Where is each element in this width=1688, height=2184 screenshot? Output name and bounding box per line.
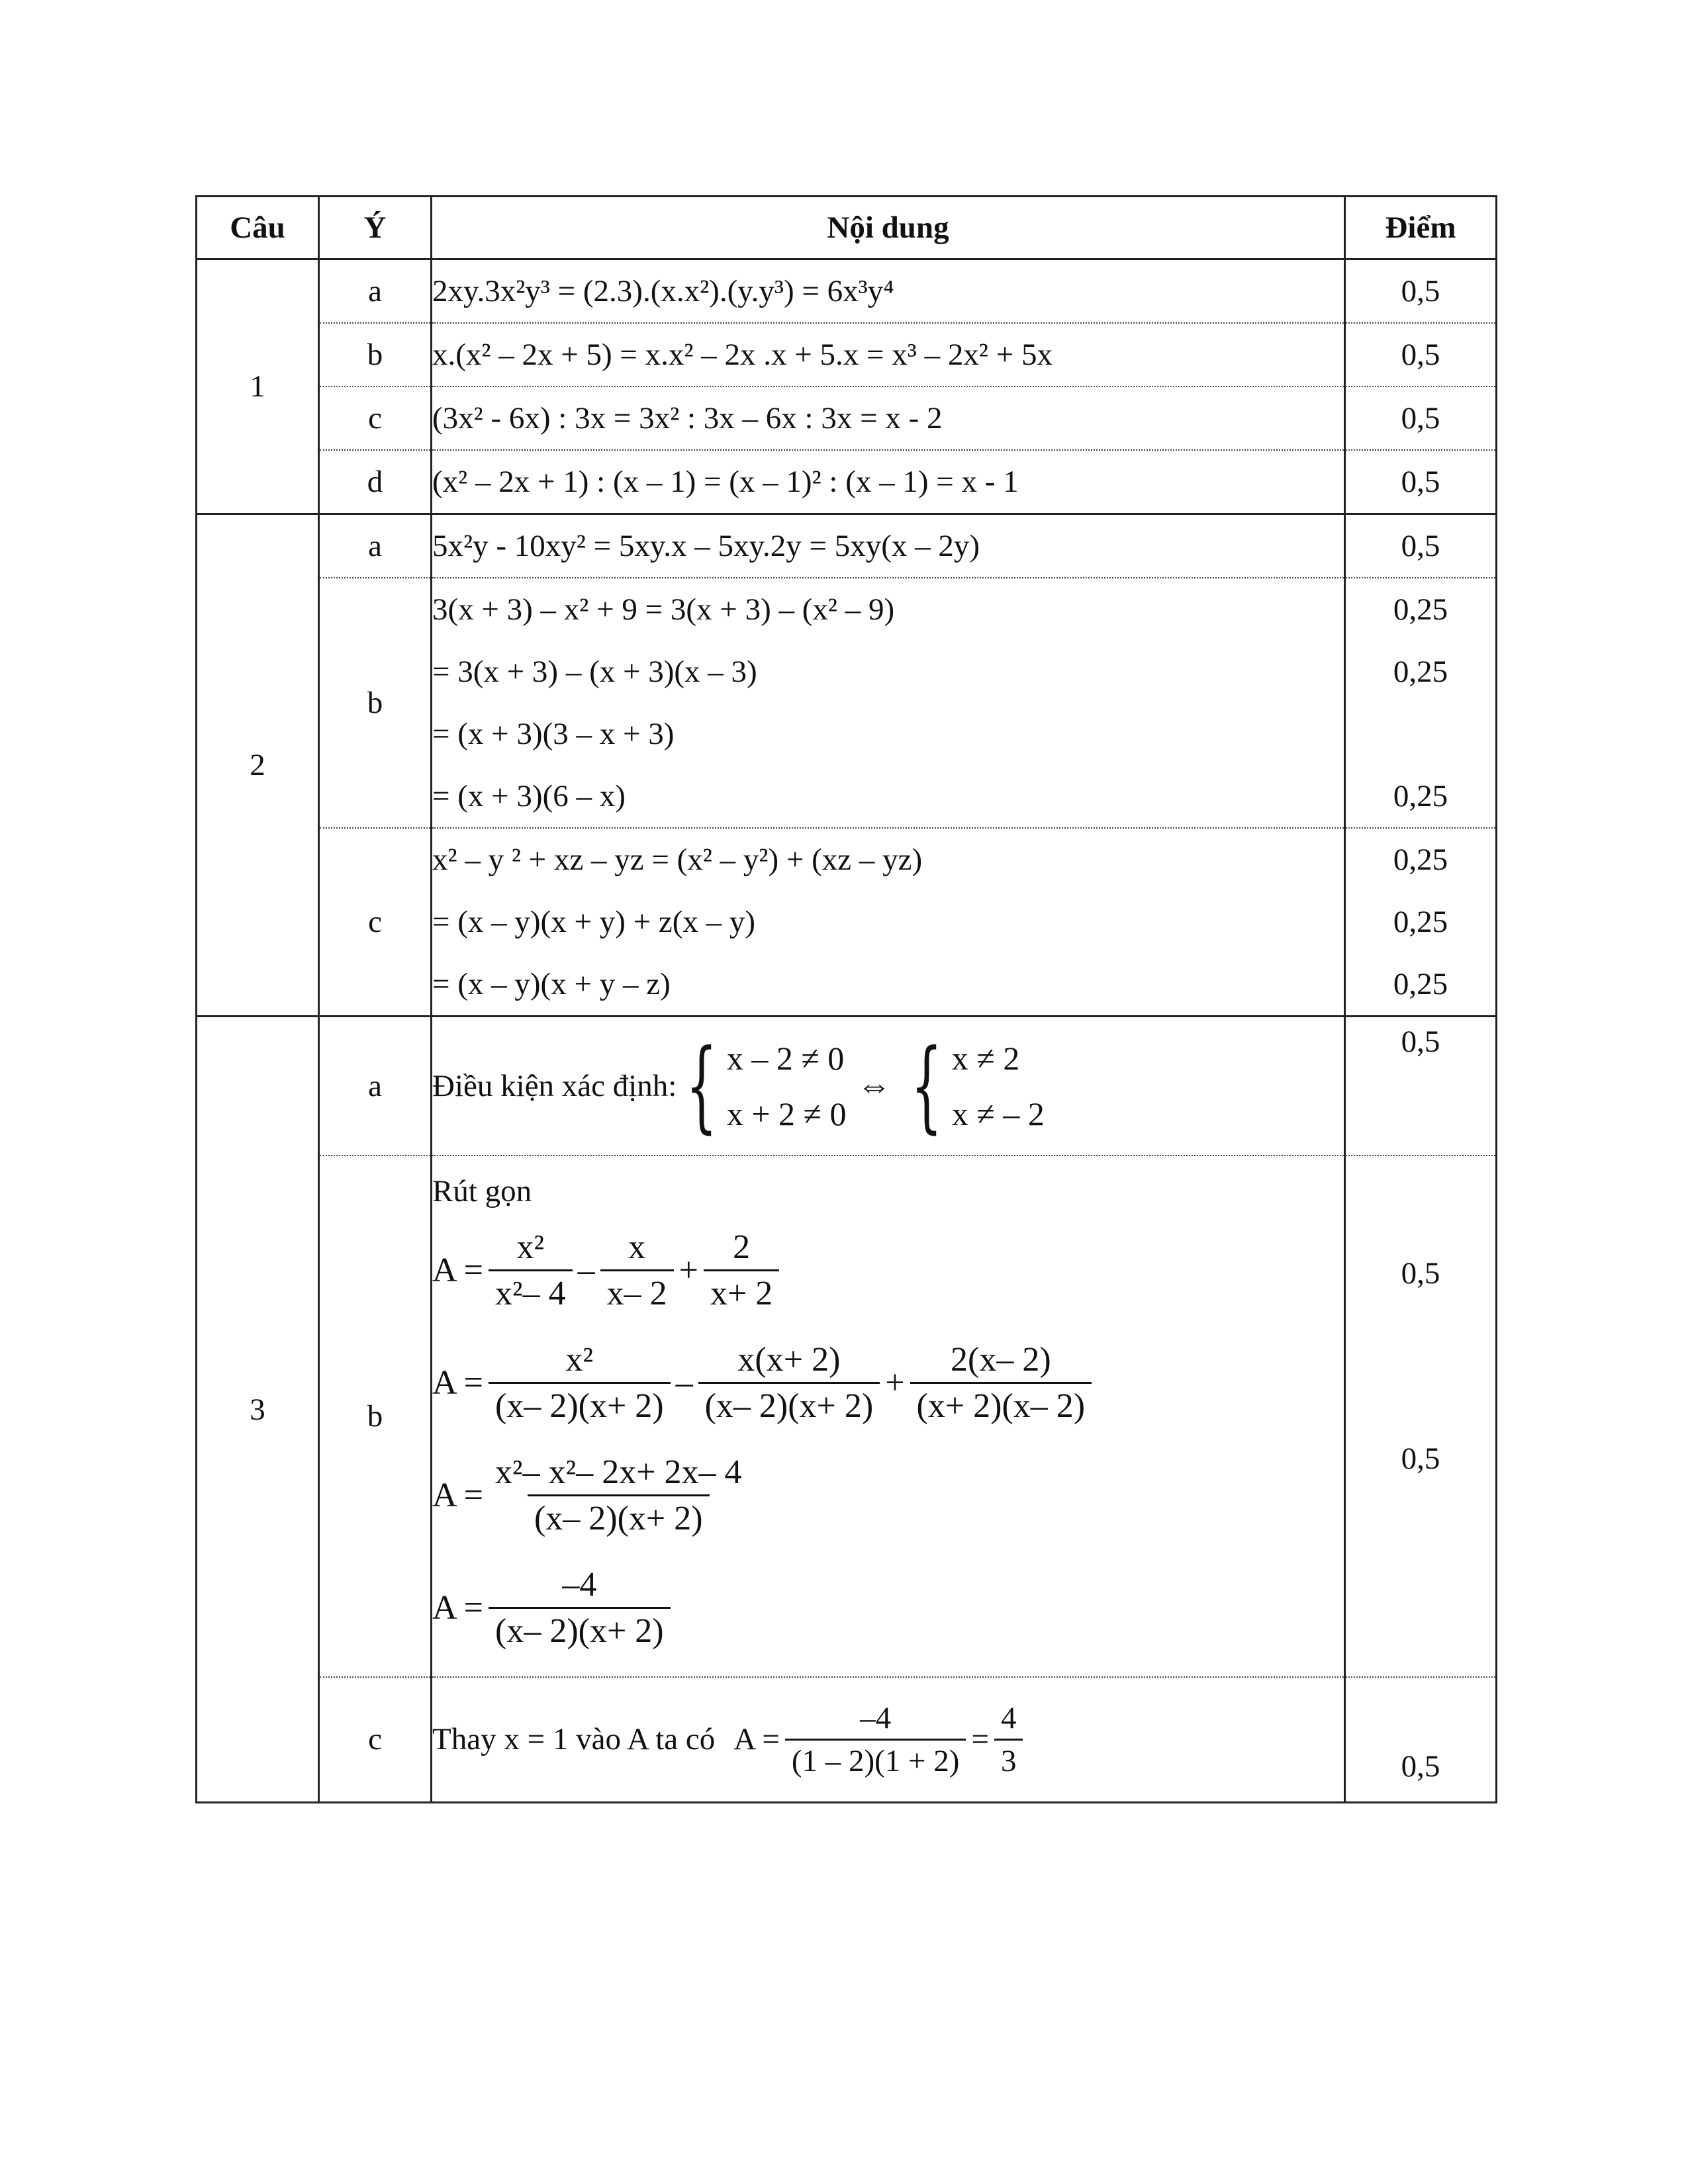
table-row [197,387,1497,450]
content-line: = (x – y)(x + y) + z(x – y) [432,905,756,939]
numerator: –4 [562,1566,597,1604]
fraction [489,1453,749,1538]
fraction [489,1565,671,1651]
content-line: 5x²y - 10xy² = 5xy.x – 5xy.2y = 5xy(x – 2y) [432,529,980,563]
header-diem: Điểm [1345,197,1497,259]
score-cell [1345,578,1497,828]
numerator: 2(x– 2) [951,1341,1051,1379]
equation [432,1228,784,1313]
fraction [489,1340,671,1426]
substitution-text: Thay x = 1 vào A ta có [432,1722,716,1757]
denominator: (x– 2)(x+ 2) [489,1382,671,1426]
numerator: –4 [860,1700,892,1735]
sub-label: a [319,514,432,578]
score-line [1346,703,1495,765]
score-line: 0,25 [1393,779,1448,813]
system-line: x ≠ 2 [951,1039,1020,1077]
score-cell: 0,5 [1345,259,1497,324]
sub-label: c [319,387,432,450]
content-line: = (x + 3)(3 – x + 3) [432,717,675,751]
system-line: x + 2 ≠ 0 [726,1095,847,1132]
fraction [785,1700,966,1779]
operator: – [577,1251,595,1289]
score-line: 0,5 [1401,1441,1440,1476]
sub-label: c [319,828,432,1017]
fraction [910,1340,1092,1426]
table-header [197,197,1497,259]
denominator: (x– 2)(x+ 2) [528,1494,710,1538]
score-line: 0,25 [1393,842,1448,877]
sub-label: c [319,1677,432,1803]
sub-label: b [319,323,432,387]
table-row [197,450,1497,514]
content-line: 3(x + 3) – x² + 9 = 3(x + 3) – (x² – 9) [432,592,895,627]
fraction [489,1228,573,1313]
content-line: (x² – 2x + 1) : (x – 1) = (x – 1)² : (x – 1) = x - 1 [432,465,1019,499]
numerator: x² [565,1341,594,1379]
denominator: (x+ 2)(x– 2) [910,1382,1092,1426]
numerator: x²– x²– 2x+ 2x– 4 [495,1453,742,1491]
numerator: x [628,1228,646,1266]
sub-label: a [319,259,432,324]
content-line: (3x² - 6x) : 3x = 3x² : 3x – 6x : 3x = x - 2 [432,401,943,435]
content-cell [432,1017,1345,1156]
fraction [994,1700,1023,1779]
content-line: x.(x² – 2x + 5) = x.x² – 2x .x + 5.x = x³ – 2x² + 5x [432,338,1053,372]
score-cell: 0,5 [1345,1017,1497,1156]
header-y: Ý [319,197,432,259]
table-row [197,323,1497,387]
score-cell: 0,5 [1345,387,1497,450]
answer-table [195,195,1497,1803]
score-cell: 0,5 [1345,1677,1497,1803]
denominator: x+ 2 [704,1269,779,1313]
table-row [197,514,1497,578]
table-row [197,578,1497,828]
operator: = [971,1722,989,1757]
content-cell [432,387,1345,450]
question-number: 3 [197,1017,319,1803]
condition-prefix: Điều kiện xác định: [432,1068,677,1103]
operator: + [885,1364,905,1402]
equivalence-icon: ⇔ [857,1067,892,1105]
sub-label: a [319,1017,432,1156]
table-row [197,828,1497,1017]
content-cell [432,828,1345,1017]
numerator: 4 [1000,1700,1017,1735]
left-brace-icon: { [911,1028,943,1144]
system-right [902,1030,1044,1142]
denominator: 3 [994,1739,1023,1779]
denominator: (x– 2)(x+ 2) [698,1382,880,1426]
table-row [197,1156,1497,1677]
operator: + [679,1251,698,1289]
score-cell [1345,828,1497,1017]
content-line: = 3(x + 3) – (x + 3)(x – 3) [432,655,757,689]
fraction [698,1340,880,1426]
content-line: = (x – y)(x + y – z) [432,967,671,1001]
sub-label: b [319,1156,432,1677]
header-cau: Câu [197,197,319,259]
equation [432,1565,676,1651]
question-number: 1 [197,259,319,514]
content-cell [432,323,1345,387]
content-cell [432,1677,1345,1803]
content-cell [432,1156,1345,1677]
fraction [704,1228,779,1313]
content-line: = (x + 3)(6 – x) [432,779,626,813]
equation-lhs: A = [733,1722,780,1757]
system-left [677,1030,846,1142]
score-cell: 0,5 [1345,450,1497,514]
score-line: 0,25 [1393,655,1448,689]
content-line: 2xy.3x²y³ = (2.3).(x.x²).(y.y³) = 6x³y⁴ [432,274,894,308]
left-brace-icon: { [686,1028,718,1144]
header-noi-dung: Nội dung [432,197,1345,259]
domain-condition [432,1030,1045,1142]
equation [432,1340,1097,1426]
sub-label: d [319,450,432,514]
score-line: 0,5 [1401,1255,1440,1291]
denominator: (1 – 2)(1 + 2) [785,1739,966,1779]
equation-lhs: A = [432,1251,484,1289]
score-cell [1345,1156,1497,1677]
content-cell [432,578,1345,828]
numerator: x(x+ 2) [737,1341,841,1379]
score-line: 0,25 [1393,905,1448,939]
score-line: 0,25 [1393,592,1448,627]
content-line: Rút gọn [432,1173,532,1208]
content-cell [432,450,1345,514]
question-number: 2 [197,514,319,1017]
content-line: x² – y ² + xz – yz = (x² – y²) + (xz – yz) [432,842,923,877]
content-cell [432,514,1345,578]
sub-label: b [319,578,432,828]
numerator: 2 [733,1228,751,1266]
equation-lhs: A = [432,1589,484,1627]
fraction [600,1228,674,1313]
system-line: x ≠ – 2 [951,1095,1045,1132]
equation [432,1453,754,1538]
score-line: 0,25 [1393,967,1448,1001]
denominator: x²– 4 [489,1269,573,1313]
system-line: x – 2 ≠ 0 [726,1039,845,1077]
table-row [197,1017,1497,1156]
denominator: (x– 2)(x+ 2) [489,1607,671,1651]
numerator: x² [516,1228,545,1266]
score-cell: 0,5 [1345,323,1497,387]
equation [432,1700,1028,1779]
table-row [197,259,1497,324]
denominator: x– 2 [600,1269,674,1313]
equation-lhs: A = [432,1477,484,1514]
score-cell: 0,5 [1345,514,1497,578]
table-row [197,1677,1497,1803]
content-cell [432,259,1345,324]
equation-lhs: A = [432,1364,484,1402]
operator: – [675,1364,693,1402]
